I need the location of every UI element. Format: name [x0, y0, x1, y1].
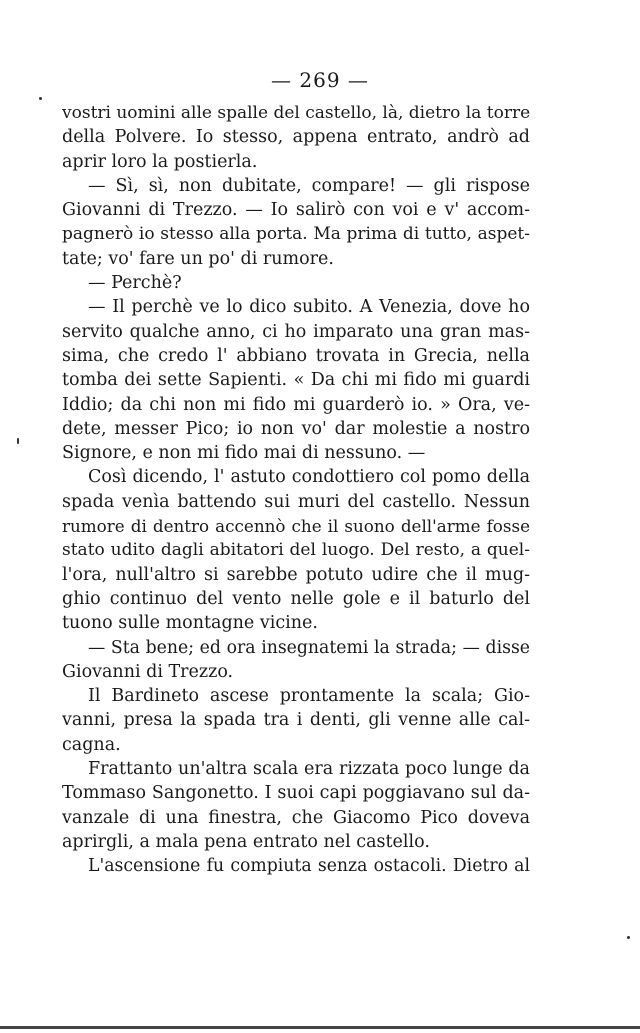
text-line: Così dicendo, l' astuto condottiero col pomo della	[88, 467, 530, 488]
text-line: l'ora, null'altro si sarebbe potuto udire che il mug-	[62, 564, 530, 585]
text-line: dete, messer Pico; io non vo' dar molestie a nostro	[62, 418, 530, 439]
text-line: vanni, presa la spada tra i denti, gli venne alle cal-	[62, 710, 530, 731]
text-line: vanzale di una finestra, che Giacomo Pico doveva	[62, 807, 530, 828]
text-line: — Il perchè ve lo dico subito. A Venezia, dove ho	[88, 297, 530, 318]
text-line: vostri uomini alle spalle del castello, là, dietro la torre	[62, 103, 530, 123]
body-text	[62, 101, 530, 879]
text-line: — Sta bene; ed ora insegnatemi la strada; — disse	[88, 637, 530, 658]
text-line: cagna.	[62, 734, 121, 755]
text-line: ghio continuo del vento nelle gole e il baturlo del	[62, 588, 530, 609]
text-line: stato udito dagli abitatori del luogo. Del resto, a quel-	[62, 540, 530, 561]
page-number: — 269 —	[271, 68, 369, 92]
text-line: spada venìa battendo sui muri del castello. Nessun	[62, 491, 530, 512]
text-line: pagnerò io stesso alla porta. Ma prima di tutto, aspet-	[62, 224, 530, 245]
text-line: — Perchè?	[88, 273, 182, 294]
text-line: tuono sulle montagne vicine.	[62, 613, 318, 634]
text-line: Tommaso Sangonetto. I suoi capi poggiavano sul da-	[62, 783, 530, 804]
text-line: tate; vo' fare un po' di rumore.	[62, 248, 334, 269]
text-line: rumore di dentro accennò che il suono dell'arme fosse	[62, 516, 530, 537]
text-line: — Sì, sì, non dubitate, compare! — gli rispose	[88, 175, 530, 196]
print-speck	[627, 936, 630, 939]
print-speck	[39, 97, 42, 100]
print-speck	[17, 438, 19, 444]
text-line: Il Bardineto ascese prontamente la scala; Gio-	[88, 686, 530, 707]
text-line: Giovanni di Trezzo. — Io salirò con voi e v' accom-	[62, 200, 530, 221]
text-line: aprirgli, a mala pena entrato nel castello.	[62, 831, 430, 852]
text-line: sima, che credo l' abbiano trovata in Grecia, nella	[62, 345, 530, 366]
text-line: Giovanni di Trezzo.	[62, 661, 234, 682]
page-edge	[0, 1026, 640, 1029]
text-line: Frattanto un'altra scala era rizzata poco lunge da	[88, 759, 530, 780]
text-line: Signore, e non mi fido mai di nessuno. —	[62, 443, 426, 464]
text-line: servito qualche anno, ci ho imparato una gran mas-	[62, 321, 530, 342]
text-line: aprir loro la postierla.	[62, 151, 258, 172]
text-line: della Polvere. Io stesso, appena entrato, andrò ad	[62, 127, 530, 148]
text-line: tomba dei sette Sapienti. « Da chi mi fido mi guardi	[62, 370, 530, 391]
text-line: L'ascensione fu compiuta senza ostacoli. Dietro al	[88, 856, 530, 877]
text-line: Iddio; da chi non mi fido mi guarderò io. » Ora, ve-	[62, 394, 530, 415]
